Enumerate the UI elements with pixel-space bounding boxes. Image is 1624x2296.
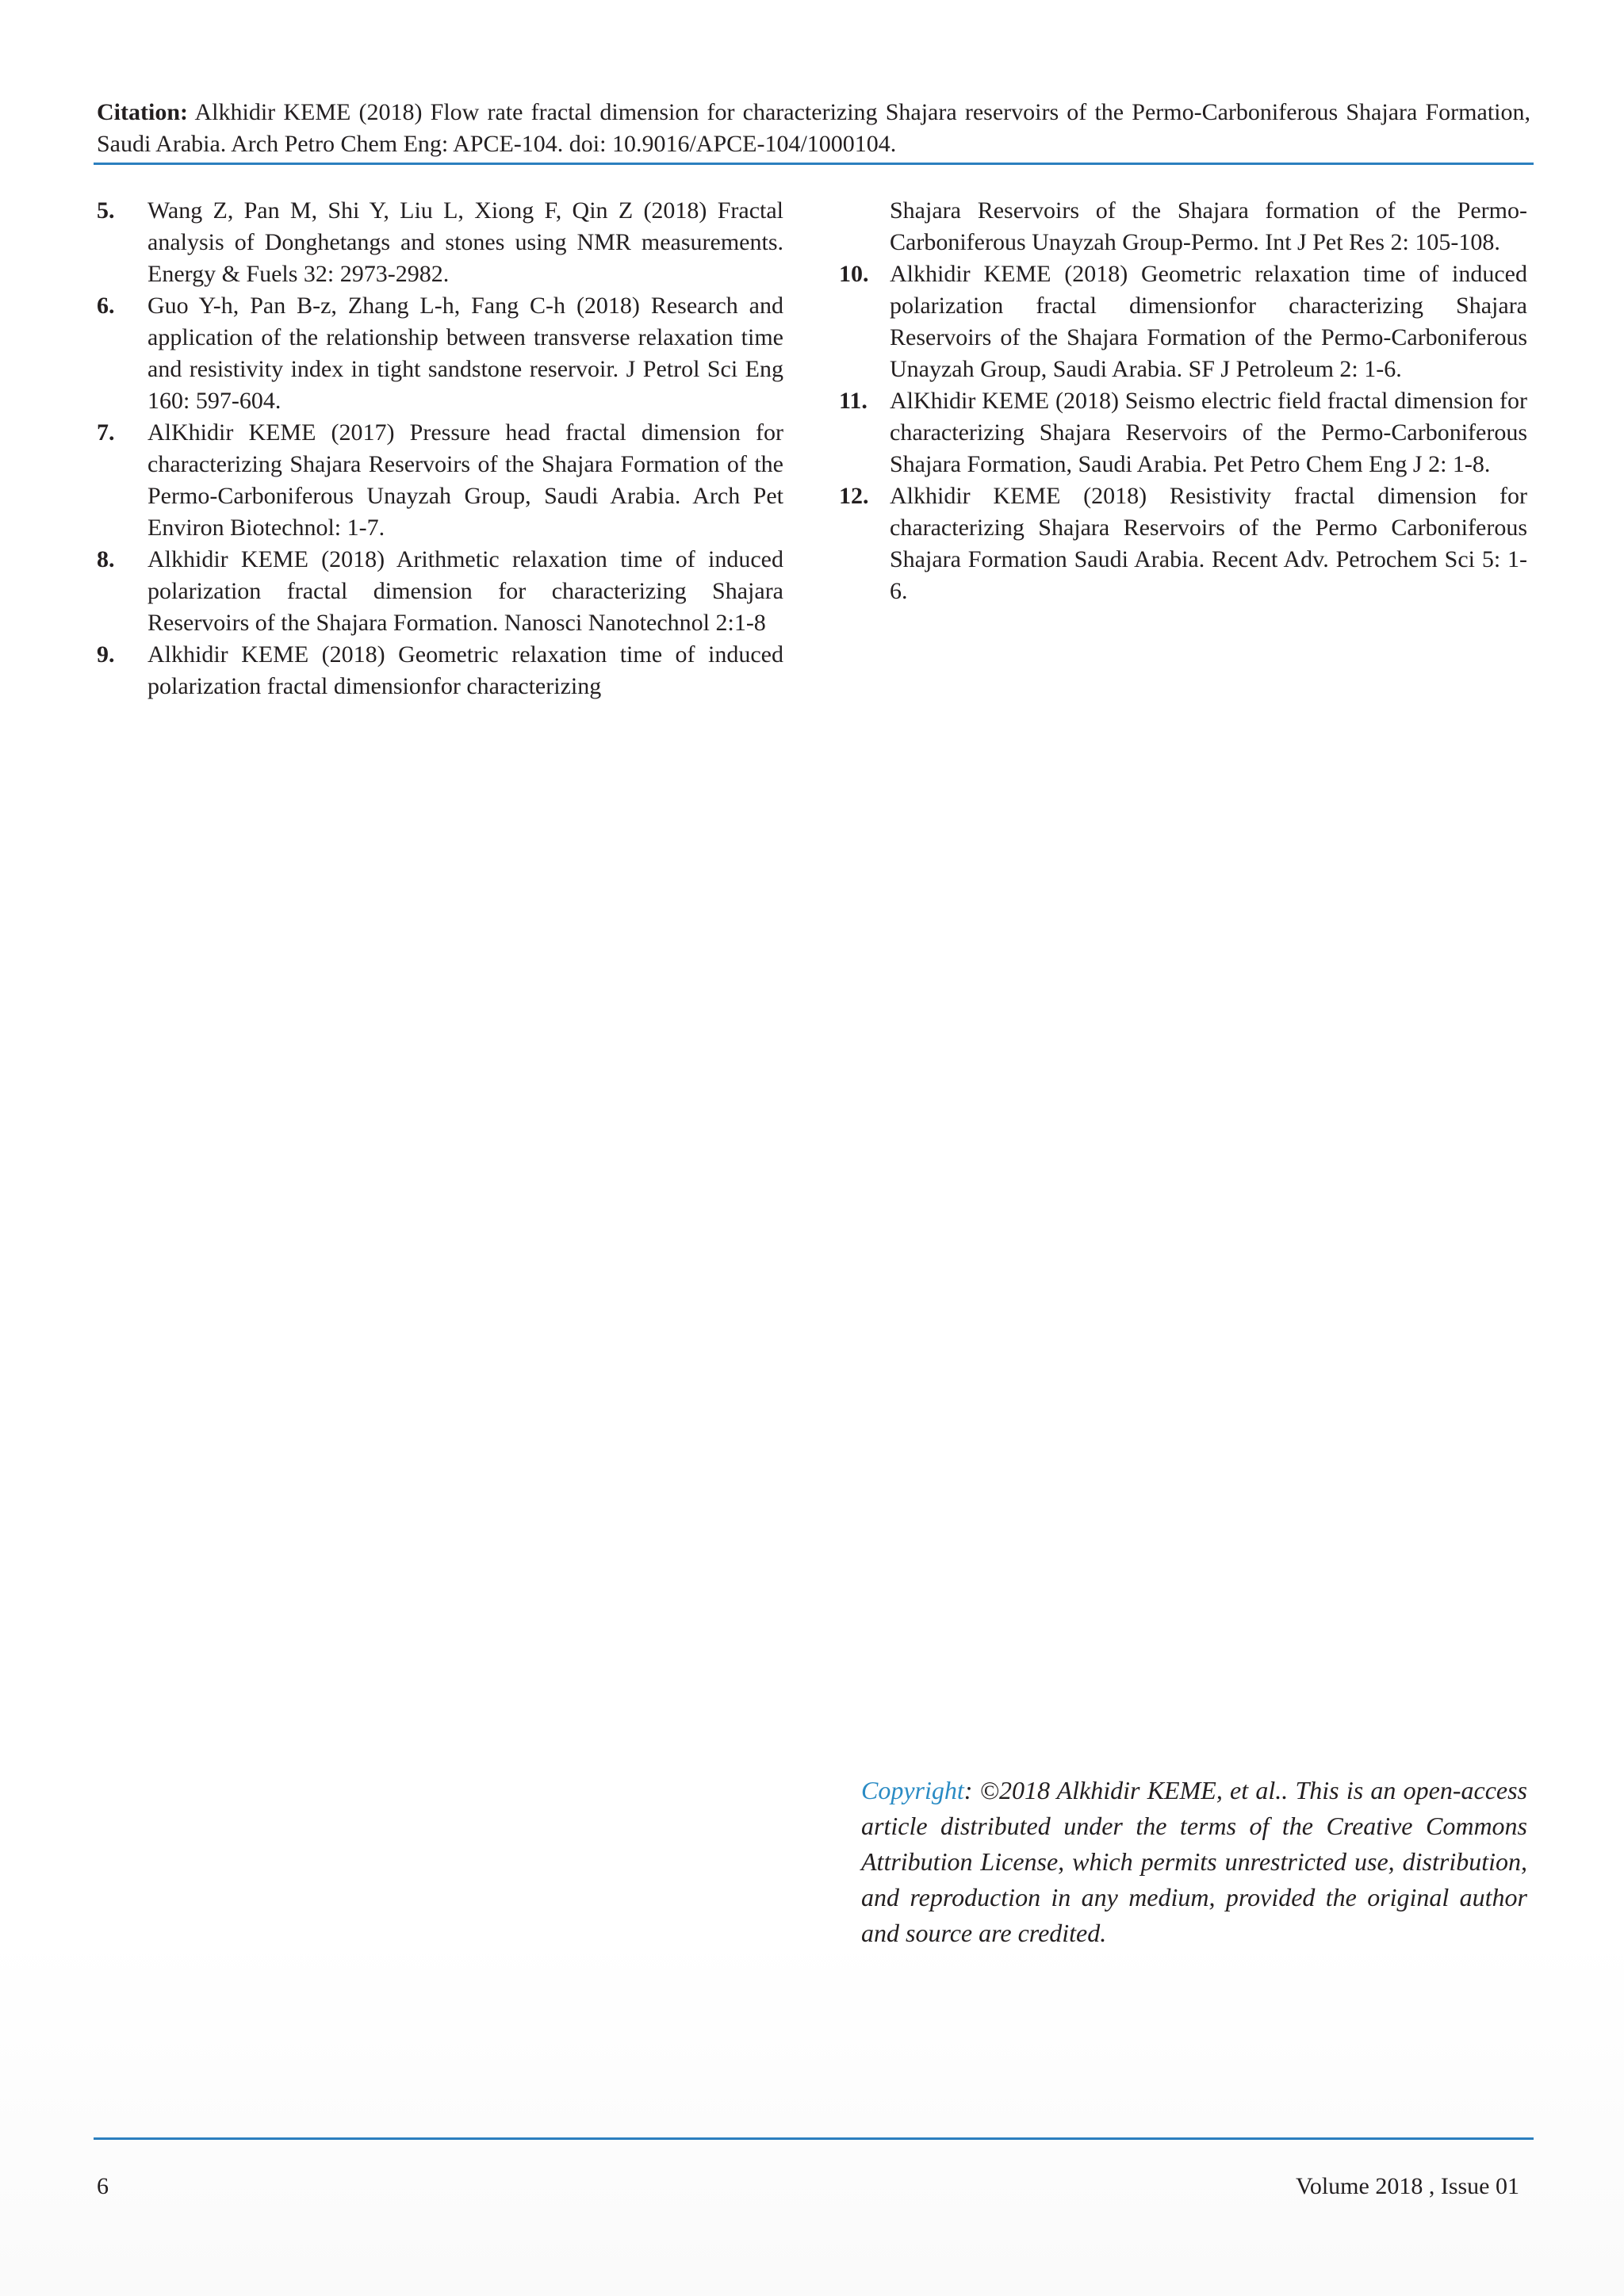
reference-text: Alkhidir KEME (2018) Geometric relaxation time of induced polarization fractal dimensionfor characterizing [147, 641, 783, 699]
reference-text: AlKhidir KEME (2018) Seismo electric field fractal dimension for characterizing Shajara Reservoirs of the Permo-Carboniferous Shajara Formation, Saudi Arabia. Pet Petro Chem Eng J 2: 1-8. [890, 388, 1527, 477]
reference-number: 5. [97, 197, 115, 224]
reference-item [839, 258, 1527, 385]
reference-text: Alkhidir KEME (2018) Arithmetic relaxation time of induced polarization fractal dimension for characterizing Shajara Reservoirs of the Shajara Formation. Nanosci Nanotechnol 2:1-8 [147, 546, 783, 636]
reference-item [839, 480, 1527, 607]
reference-item [839, 385, 1527, 480]
reference-item [97, 544, 783, 639]
references-left-column [97, 195, 783, 702]
citation-text: Alkhidir KEME (2018) Flow rate fractal dimension for characterizing Shajara reservoirs of the Permo-Carboniferous Shajara Formation, Saudi Arabia. Arch Petro Chem Eng: APCE-104. doi: 10.9016/APCE-104/1000104. [97, 99, 1530, 157]
copyright-notice [861, 1773, 1527, 1951]
reference-number: 7. [97, 419, 115, 446]
reference-continuation [839, 195, 1527, 258]
reference-number: 8. [97, 546, 115, 572]
reference-number: 9. [97, 641, 115, 668]
page-background [0, 1934, 1624, 2296]
reference-text: Guo Y-h, Pan B-z, Zhang L-h, Fang C-h (2018) Research and application of the relationship between transverse relaxation time and resistivity index in tight sandstone reservoir. J Petrol Sci Eng 160: 597-604. [147, 293, 783, 414]
reference-text: AlKhidir KEME (2017) Pressure head fractal dimension for characterizing Shajara Reservoirs of the Shajara Formation of the Permo-Carboniferous Unayzah Group, Saudi Arabia. Arch Pet Environ Biotechnol: 1-7. [147, 419, 783, 541]
reference-number: 12. [839, 483, 869, 509]
reference-item [97, 639, 783, 702]
citation-header [97, 97, 1530, 160]
reference-text: Shajara Reservoirs of the Shajara formation of the Permo-Carboniferous Unayzah Group-Permo. Int J Pet Res 2: 105-108. [890, 197, 1527, 255]
reference-number: 11. [839, 388, 868, 414]
reference-text: Alkhidir KEME (2018) Resistivity fractal dimension for characterizing Shajara Reservoirs of the Permo Carboniferous Shajara Formation Saudi Arabia. Recent Adv. Petrochem Sci 5: 1-6. [890, 483, 1527, 604]
page-number: 6 [97, 2173, 109, 2199]
references-right-column [839, 195, 1527, 607]
reference-item [97, 417, 783, 544]
reference-text: Wang Z, Pan M, Shi Y, Liu L, Xiong F, Qin Z (2018) Fractal analysis of Donghetangs and stones using NMR measurements. Energy & Fuels 32: 2973-2982. [147, 197, 783, 287]
citation-label: Citation: [97, 99, 188, 125]
header-rule [94, 163, 1534, 165]
copyright-text: : ©2018 Alkhidir KEME, et al.. This is an open-access article distributed under the terms of the Creative Commons Attribution License, which permits unrestricted use, distribution, and reproduction in any medium, provided the original author and source are credited. [861, 1776, 1527, 1947]
footer-rule [94, 2137, 1534, 2140]
reference-number: 6. [97, 293, 115, 319]
copyright-label: Copyright [861, 1776, 964, 1804]
reference-item [97, 290, 783, 417]
volume-issue: Volume 2018 , Issue 01 [1296, 2173, 1519, 2199]
reference-text: Alkhidir KEME (2018) Geometric relaxation time of induced polarization fractal dimensionfor characterizing Shajara Reservoirs of the Shajara Formation of the Permo-Carboniferous Unayzah Group, Saudi Arabia. SF J Petroleum 2: 1-6. [890, 261, 1527, 382]
reference-number: 10. [839, 261, 869, 287]
reference-item [97, 195, 783, 290]
